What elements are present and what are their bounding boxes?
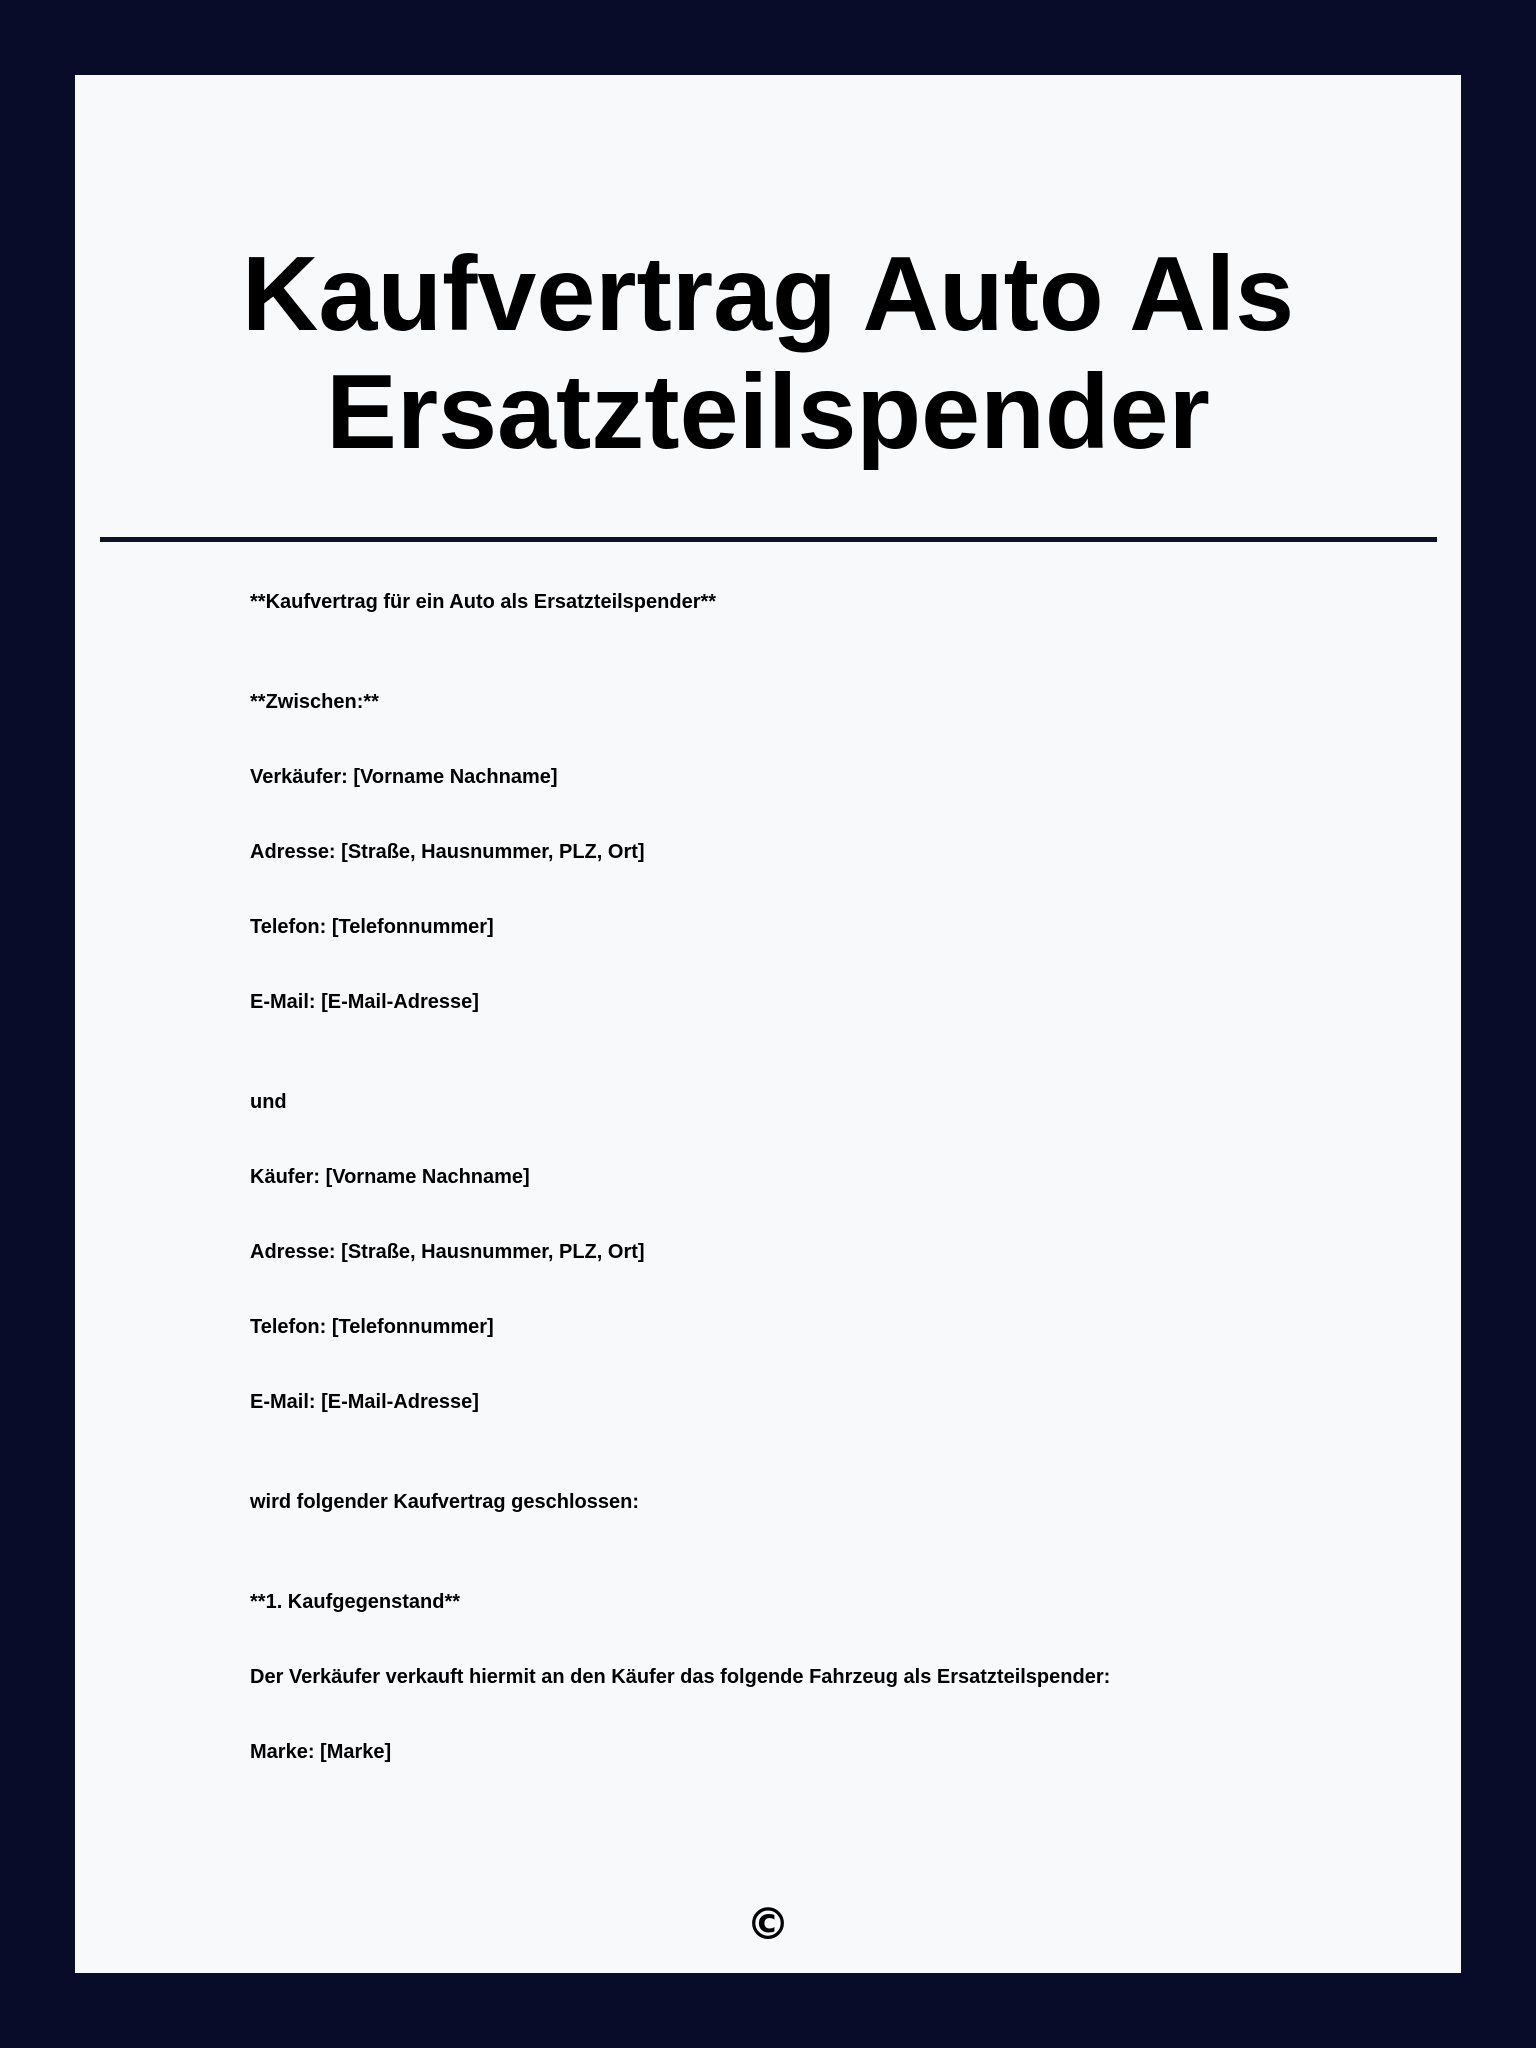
section-1-text: Der Verkäufer verkauft hiermit an den Käufer das folgende Fahrzeug als Ersatzteilspender: bbox=[250, 1666, 1111, 1688]
buyer-phone: Telefon: [Telefonnummer] bbox=[250, 1316, 494, 1338]
parties-heading: **Zwischen:** bbox=[250, 691, 379, 713]
copyright-symbol: © bbox=[746, 1899, 790, 1950]
buyer-address: Adresse: [Straße, Hausnummer, PLZ, Ort] bbox=[250, 1241, 645, 1263]
contract-intro: wird folgender Kaufvertrag geschlossen: bbox=[250, 1491, 639, 1513]
seller-name: Verkäufer: [Vorname Nachname] bbox=[250, 766, 558, 788]
seller-address: Adresse: [Straße, Hausnummer, PLZ, Ort] bbox=[250, 841, 645, 863]
and-text: und bbox=[250, 1091, 287, 1113]
title-divider bbox=[100, 537, 1437, 542]
section-1-heading: **1. Kaufgegenstand** bbox=[250, 1591, 461, 1613]
document-title: Kaufvertrag Auto Als Ersatzteilspender bbox=[241, 235, 1295, 471]
buyer-name: Käufer: [Vorname Nachname] bbox=[250, 1166, 530, 1188]
contract-heading: **Kaufvertrag für ein Auto als Ersatzteilspender** bbox=[250, 591, 717, 613]
vehicle-brand: Marke: [Marke] bbox=[250, 1741, 392, 1763]
seller-phone: Telefon: [Telefonnummer] bbox=[250, 916, 494, 938]
seller-email: E-Mail: [E-Mail-Adresse] bbox=[250, 991, 479, 1013]
buyer-email: E-Mail: [E-Mail-Adresse] bbox=[250, 1391, 479, 1413]
